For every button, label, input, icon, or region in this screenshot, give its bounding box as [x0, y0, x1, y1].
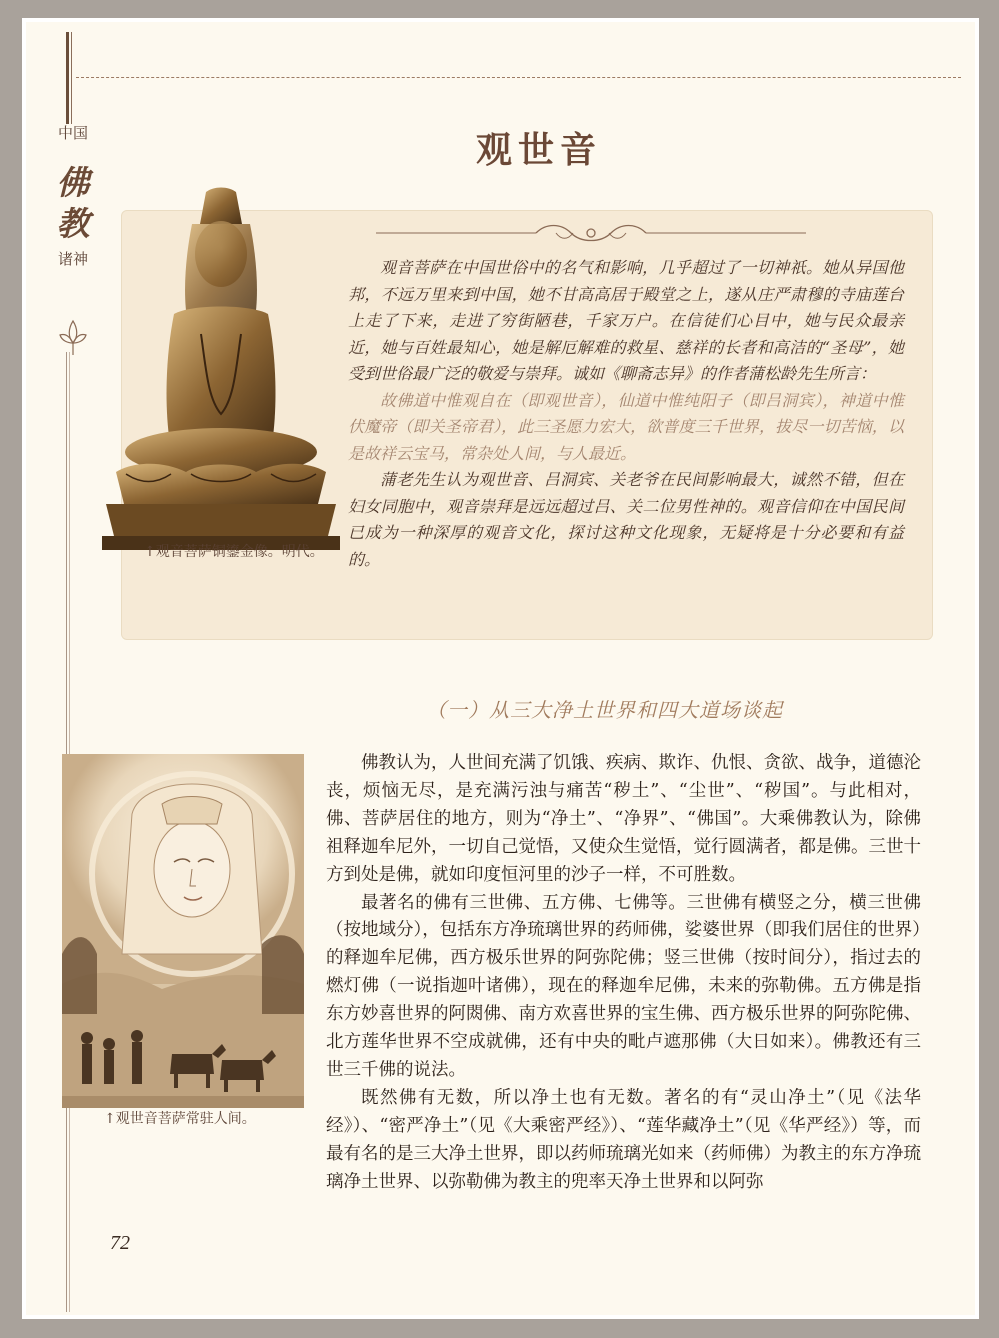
illustration-caption: ↑观世音菩萨常驻人间。 [104, 1111, 256, 1127]
section-heading: （一）从三大净土世界和四大道场谈起 [426, 698, 783, 722]
header-dashed-rule [76, 77, 961, 78]
statue-caption: ↑观音菩萨铜鎏金像。明代。 [144, 544, 324, 560]
side-label-fo: 佛 [56, 163, 90, 202]
scroll-ornament-icon [376, 220, 806, 246]
intro-paragraph: 观音菩萨在中国世俗中的名气和影响，几乎超过了一切神祇。她从异国他邦，不远万里来到中国，她不甘高高居于殿堂之上，遂从庄严肃穆的寺庙莲台上走了下来，走进了穷街陋巷，千家万户。在信徒们心目中，她与民众最亲近，她与百姓最知心，她是解厄解难的救星、慈祥的长者和高洁的“圣母”，她受到世俗最广泛的敬爱与崇拜。诚如《聊斋志异》的作者蒲松龄先生所言： [348, 258, 904, 383]
guanyin-among-people-image [62, 754, 304, 1108]
book-page [26, 22, 975, 1315]
body-paragraph: 佛教认为，人世间充满了饥饿、疾病、欺诈、仇恨、贪欲、战争，道德沦丧，烦恼无尽，是充满污浊与痛苦“秽土”、“尘世”、“秽国”。与此相对，佛、菩萨居住的地方，则为“净土”、“净界”、“佛国”。大乘佛教认为，除佛祖释迦牟尼外，一切自己觉悟，又使众生觉悟，觉行圆满者，都是佛。三世十方到处是佛，就如印度恒河里的沙子一样，不可胜数。 [326, 753, 921, 885]
side-label-jiao: 教 [56, 204, 90, 243]
page-title: 观世音 [476, 129, 603, 171]
margin-rule-top [66, 32, 69, 124]
side-label-top: 中国 [57, 124, 88, 142]
margin-rule-top-inner [71, 32, 72, 124]
body-paragraph: 最著名的佛有三世佛、五方佛、七佛等。三世佛有横竖之分，横三世佛（按地域分），包括东方净琉璃世界的药师佛，娑婆世界（即我们居住的世界）的释迦牟尼佛，西方极乐世界的阿弥陀佛；竖三世佛（按时间分），指过去的燃灯佛（一说指迦叶诸佛），现在的释迦牟尼佛，未来的弥勒佛。五方佛是指东方妙喜世界的阿閦佛、南方欢喜世界的宝生佛、西方极乐世界的阿弥陀佛、北方莲华世界不空成就佛，还有中央的毗卢遮那佛（大日如来）。佛教还有三世三千佛的说法。 [326, 892, 921, 1080]
body-paragraph: 既然佛有无数，所以净土也有无数。著名的有“灵山净土”（见《法华经》）、“密严净土”（见《大乘密严经》）、“莲华藏净土”（见《华严经》）等，而最有名的是三大净土世界，即以药师琉璃光如来（药师佛）为教主的东方净琉璃净土世界、以弥勒佛为教主的兜率天净土世界和以阿弥 [326, 1087, 921, 1192]
intro-paragraph: 蒲老先生认为观世音、吕洞宾、关老爷在民间影响最大，诚然不错，但在妇女同胞中，观音崇拜是远远超过吕、关二位男性神的。观音信仰在中国民间已成为一种深厚的观音文化，探讨这种文化现象，无疑将是十分必要和有益的。 [348, 470, 904, 569]
side-label-bottom: 诸神 [57, 250, 88, 268]
guanyin-statue-image [96, 184, 346, 554]
intro-quote: 故佛道中惟观自在（即观世音），仙道中惟纯阳子（即吕洞宾），神道中惟伏魔帝（即关圣帝君），此三圣愿力宏大，欲普度三千世界，拔尽一切苦恼，以是故祥云宝马，常杂处人间，与人最近。 [348, 390, 904, 463]
lotus-ornament-icon [56, 317, 90, 357]
body-text [326, 750, 921, 1197]
intro-text [348, 255, 904, 573]
page-number: 72 [110, 1232, 130, 1254]
